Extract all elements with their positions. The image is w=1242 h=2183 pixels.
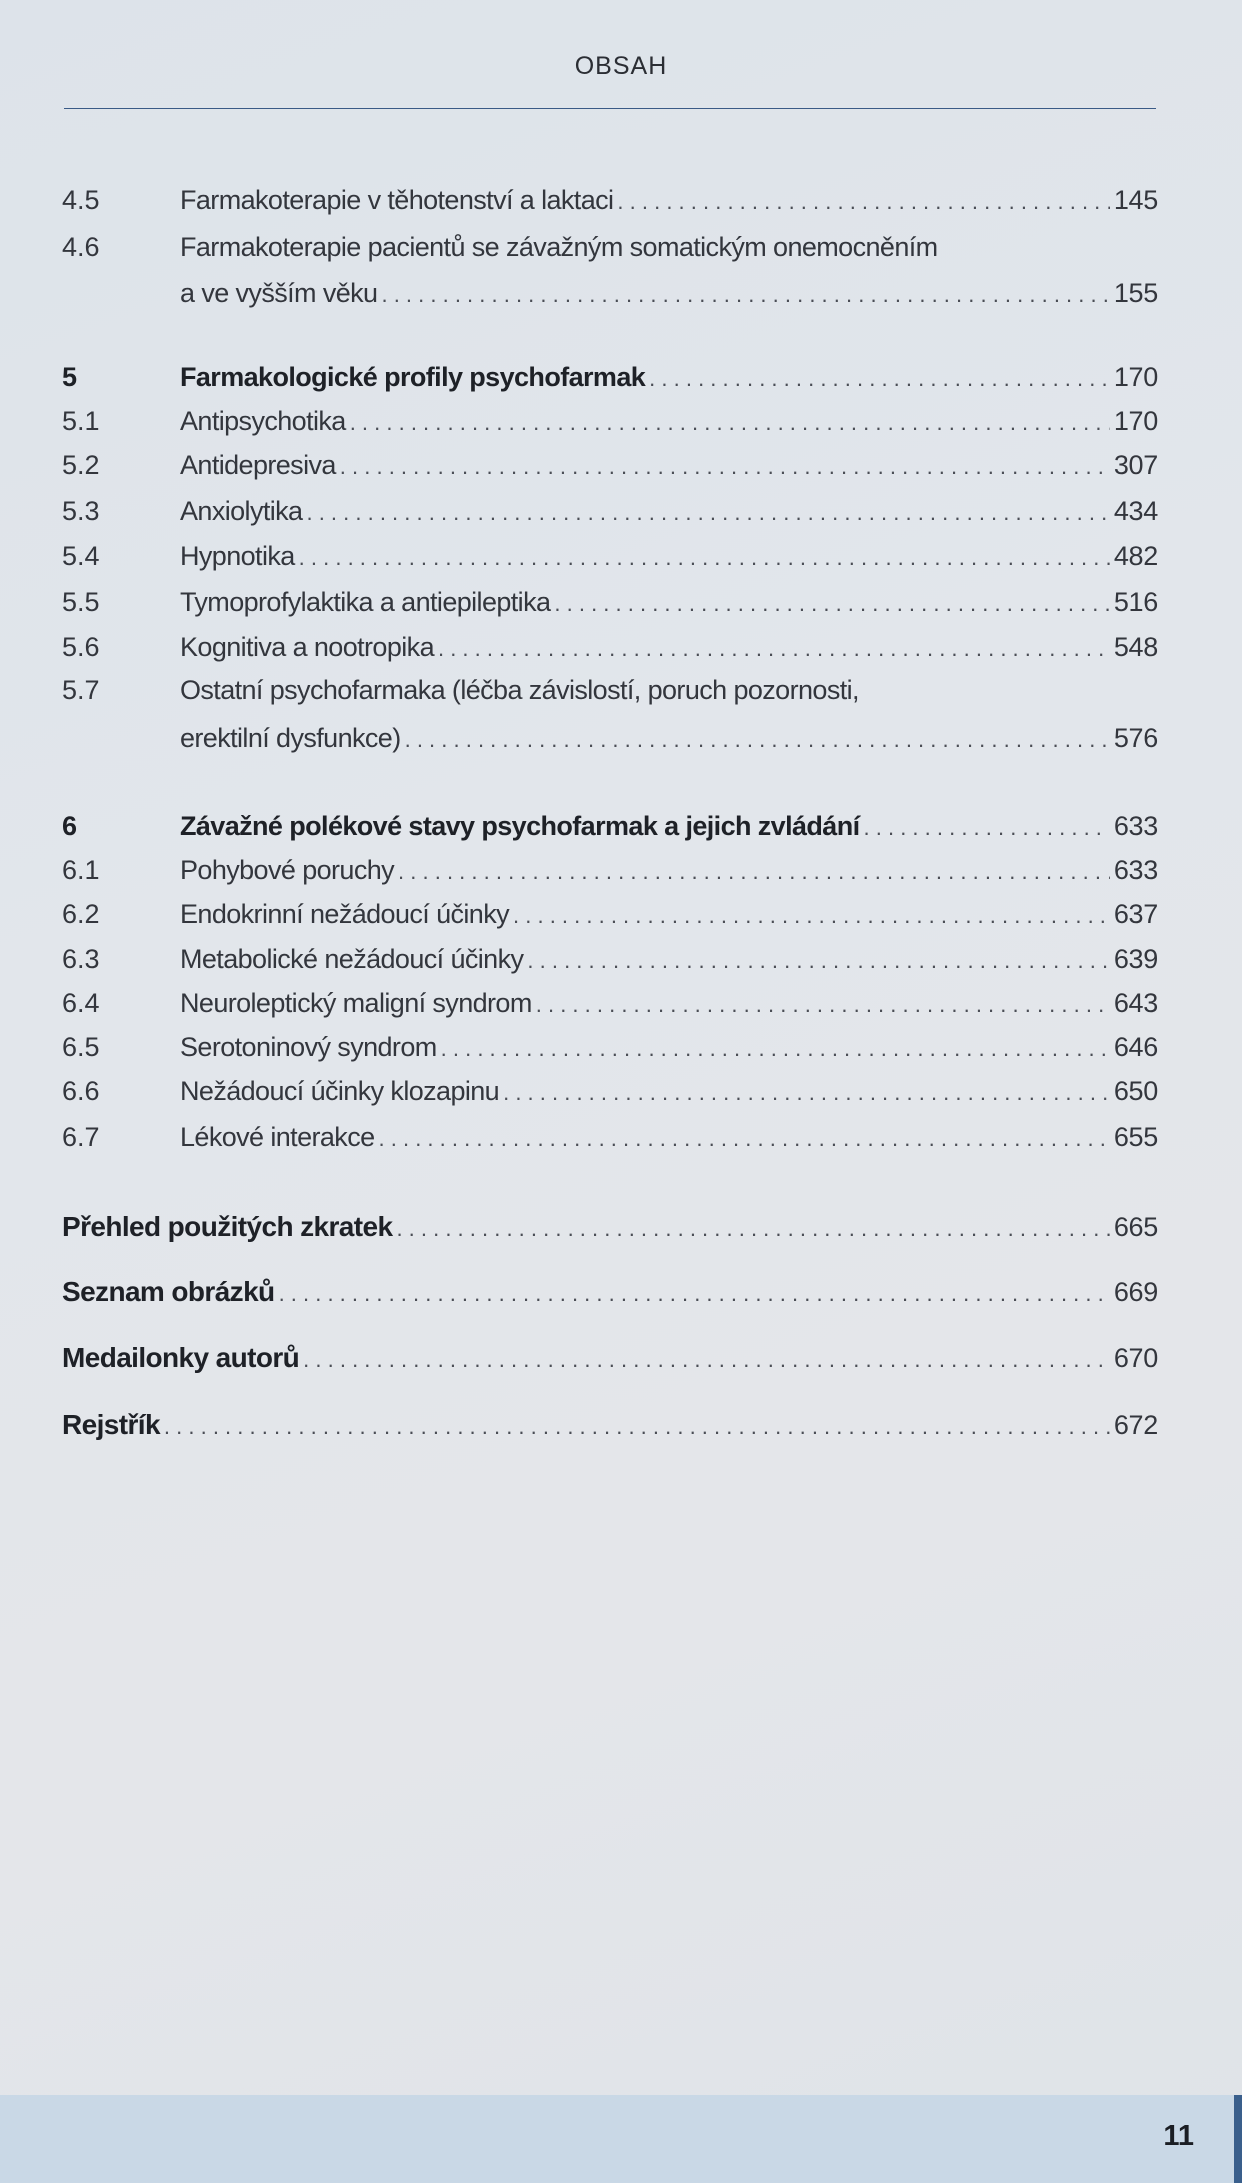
- toc-index[interactable]: [62, 1405, 1158, 1445]
- entry-page: 145: [1113, 185, 1158, 215]
- entry-title: Tymoprofylaktika a antiepileptika: [180, 587, 551, 617]
- page-number: 11: [1163, 2120, 1194, 2152]
- entry-number: 5.1: [62, 406, 100, 436]
- entry-page: 669: [1113, 1277, 1158, 1307]
- header-divider: [64, 108, 1156, 109]
- dot-leader: [381, 275, 1109, 315]
- toc-chapter-6[interactable]: [62, 806, 1158, 846]
- entry-number: 5.3: [62, 496, 100, 526]
- running-header: OBSAH: [574, 52, 668, 80]
- entry-number: 5.5: [62, 587, 100, 617]
- entry-page: 548: [1113, 632, 1158, 662]
- entry-title: Metabolické nežádoucí účinky: [180, 944, 524, 974]
- dot-leader: [340, 447, 1110, 487]
- entry-page: 655: [1113, 1122, 1158, 1152]
- entry-page: 643: [1113, 988, 1158, 1018]
- dot-leader: [649, 359, 1110, 399]
- entry-title: Farmakoterapie pacientů se závažným somatickým onemocněním: [180, 232, 938, 262]
- entry-page: 670: [1113, 1343, 1158, 1373]
- dot-leader: [536, 985, 1110, 1025]
- toc-entry-6-5[interactable]: [62, 1027, 1158, 1067]
- entry-number: 6.6: [62, 1076, 100, 1106]
- entry-page: 665: [1113, 1212, 1158, 1242]
- entry-number: 6.2: [62, 899, 100, 929]
- dot-leader: [554, 584, 1109, 624]
- entry-page: 170: [1113, 406, 1158, 436]
- toc-entry-6-2[interactable]: [62, 894, 1158, 934]
- entry-title: Nežádoucí účinky klozapinu: [180, 1076, 500, 1106]
- entry-page: 516: [1113, 587, 1158, 617]
- toc-entry-5-6[interactable]: [62, 627, 1158, 667]
- entry-page: 650: [1113, 1076, 1158, 1106]
- entry-number: 5.7: [62, 675, 100, 705]
- dot-leader: [350, 403, 1110, 443]
- entry-title-cont: a ve vyšším věku: [180, 278, 378, 308]
- entry-number: 4.5: [62, 185, 100, 215]
- dot-leader: [306, 493, 1109, 533]
- toc-entry-4-6[interactable]: [62, 227, 1158, 267]
- toc-abbreviations[interactable]: [62, 1207, 1158, 1247]
- toc-entry-6-7[interactable]: [62, 1117, 1158, 1157]
- entry-title: Hypnotika: [180, 541, 295, 571]
- entry-number: 6.7: [62, 1122, 100, 1152]
- entry-page: 672: [1113, 1410, 1158, 1440]
- entry-title: Neuroleptický maligní syndrom: [180, 988, 532, 1018]
- entry-number: 5: [62, 362, 78, 392]
- entry-title: Farmakologické profily psychofarmak: [180, 362, 646, 392]
- dot-leader: [398, 852, 1110, 892]
- toc-entry-4-5[interactable]: [62, 180, 1158, 220]
- entry-title: Rejstřík: [62, 1409, 160, 1440]
- entry-title: Kognitiva a nootropika: [180, 632, 434, 662]
- footer-band: [0, 2095, 1242, 2183]
- dot-leader: [438, 629, 1110, 669]
- dot-leader: [617, 182, 1109, 222]
- entry-page: 155: [1113, 278, 1158, 308]
- toc-figures[interactable]: [62, 1272, 1158, 1312]
- toc-entry-6-6[interactable]: [62, 1071, 1158, 1111]
- toc-entry-5-3[interactable]: [62, 491, 1158, 531]
- entry-title: Farmakoterapie v těhotenství a laktaci: [180, 185, 614, 215]
- toc-entry-4-6-cont[interactable]: [62, 273, 1158, 313]
- toc-entry-6-3[interactable]: [62, 939, 1158, 979]
- entry-number: 5.4: [62, 541, 100, 571]
- entry-title: Pohybové poruchy: [180, 855, 395, 885]
- toc-entry-6-4[interactable]: [62, 983, 1158, 1023]
- entry-title: Ostatní psychofarmaka (léčba závislostí, poruch pozornosti,: [180, 675, 859, 705]
- toc-entry-5-5[interactable]: [62, 582, 1158, 622]
- entry-page: 633: [1113, 855, 1158, 885]
- entry-title: Serotoninový syndrom: [180, 1032, 437, 1062]
- toc-entry-5-1[interactable]: [62, 401, 1158, 441]
- dot-leader: [441, 1029, 1110, 1069]
- entry-title: Závažné polékové stavy psychofarmak a jejich zvládání: [180, 811, 860, 841]
- toc-entry-6-1[interactable]: [62, 850, 1158, 890]
- dot-leader: [299, 538, 1110, 578]
- entry-number: 5.2: [62, 450, 100, 480]
- dot-leader: [405, 720, 1110, 760]
- dot-leader: [396, 1209, 1109, 1249]
- entry-title: Endokrinní nežádoucí účinky: [180, 899, 510, 929]
- entry-title-cont: erektilní dysfunkce): [180, 723, 401, 753]
- toc-authors[interactable]: [62, 1338, 1158, 1378]
- entry-page: 646: [1113, 1032, 1158, 1062]
- entry-page: 482: [1113, 541, 1158, 571]
- dot-leader: [527, 941, 1109, 981]
- dot-leader: [164, 1407, 1110, 1447]
- entry-number: 6.3: [62, 944, 100, 974]
- dot-leader: [379, 1119, 1110, 1159]
- dot-leader: [864, 808, 1110, 848]
- entry-page: 576: [1113, 723, 1158, 753]
- entry-page: 307: [1113, 450, 1158, 480]
- entry-title: Antipsychotika: [180, 406, 346, 436]
- entry-page: 170: [1113, 362, 1158, 392]
- toc-entry-5-7-cont[interactable]: [62, 718, 1158, 758]
- dot-leader: [503, 1073, 1110, 1113]
- entry-number: 6: [62, 811, 78, 841]
- entry-page: 434: [1113, 496, 1158, 526]
- toc-chapter-5[interactable]: [62, 357, 1158, 397]
- entry-page: 637: [1113, 899, 1158, 929]
- entry-title: Lékové interakce: [180, 1122, 375, 1152]
- entry-number: 6.5: [62, 1032, 100, 1062]
- toc-entry-5-2[interactable]: [62, 445, 1158, 485]
- entry-title: Seznam obrázků: [62, 1276, 275, 1307]
- entry-title: Přehled použitých zkratek: [62, 1211, 393, 1242]
- entry-page: 639: [1113, 944, 1158, 974]
- entry-number: 5.6: [62, 632, 100, 662]
- dot-leader: [303, 1340, 1110, 1380]
- entry-number: 6.4: [62, 988, 100, 1018]
- footer-edge-marker: [1234, 2095, 1242, 2183]
- toc-entry-5-7[interactable]: [62, 670, 1158, 710]
- entry-title: Medailonky autorů: [62, 1342, 300, 1373]
- dot-leader: [513, 896, 1110, 936]
- entry-page: 633: [1113, 811, 1158, 841]
- dot-leader: [279, 1274, 1110, 1314]
- entry-title: Antidepresiva: [180, 450, 336, 480]
- entry-number: 4.6: [62, 232, 100, 262]
- entry-number: 6.1: [62, 855, 100, 885]
- entry-title: Anxiolytika: [180, 496, 303, 526]
- toc-entry-5-4[interactable]: [62, 536, 1158, 576]
